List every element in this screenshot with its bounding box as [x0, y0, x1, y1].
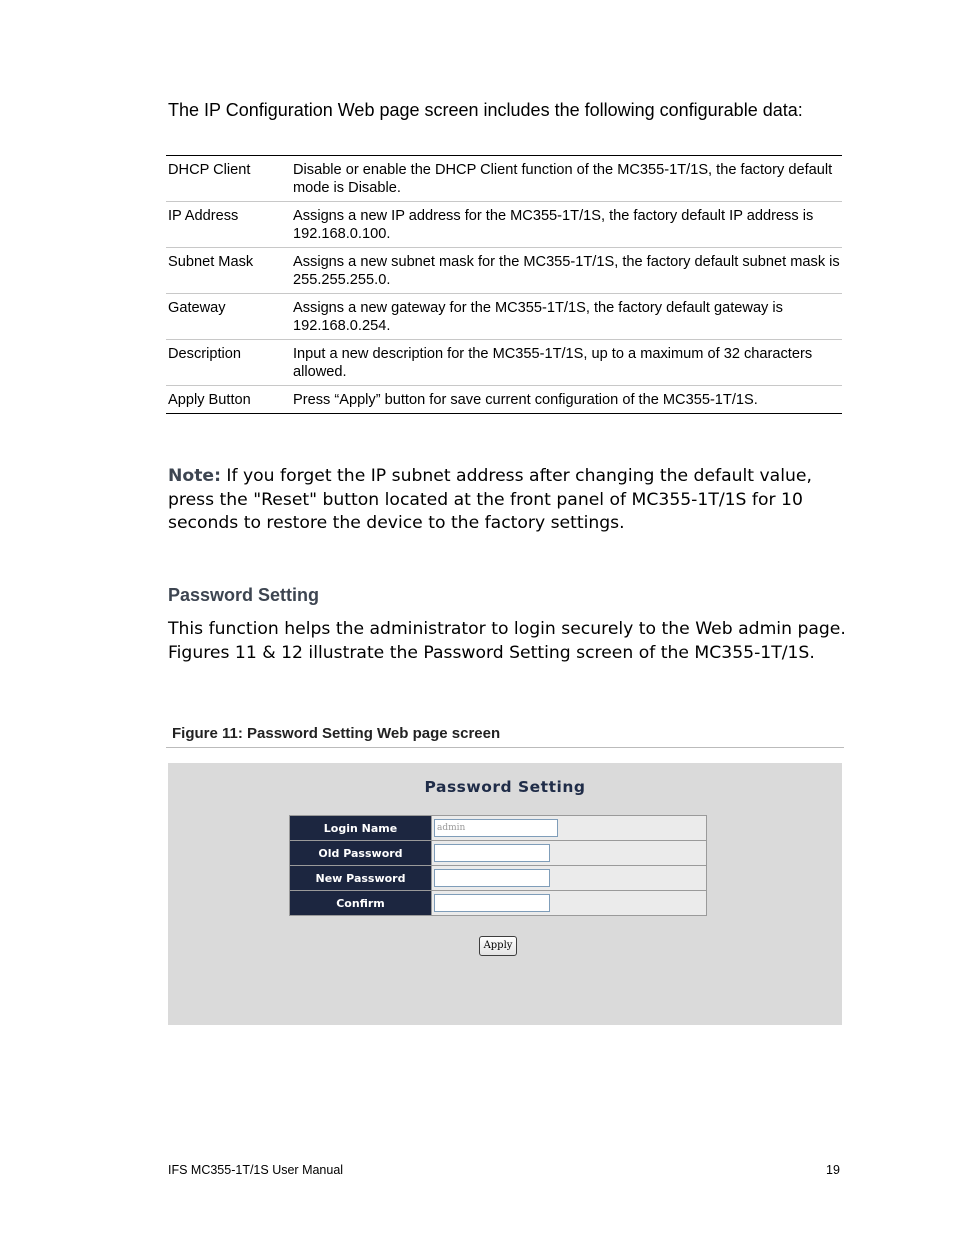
page-number: 19 [826, 1163, 840, 1177]
param-term: IP Address [166, 202, 291, 248]
password-form [289, 815, 707, 916]
form-cell [432, 816, 707, 841]
table-row [166, 202, 842, 248]
table-row [166, 386, 842, 414]
login-name-input[interactable]: admin [434, 819, 558, 837]
form-cell [432, 891, 707, 916]
table-row [166, 294, 842, 340]
param-desc: Disable or enable the DHCP Client function of the MC355-1T/1S, the factory default mode is Disable. [293, 162, 833, 196]
apply-button[interactable]: Apply [479, 936, 517, 956]
form-cell [432, 841, 707, 866]
new-password-label: New Password [290, 866, 432, 891]
table-row [166, 340, 842, 386]
table-row [166, 156, 842, 202]
param-desc: Press “Apply” button for save current configuration of the MC355-1T/1S. [291, 386, 842, 414]
figure-caption: Figure 11: Password Setting Web page screen [172, 725, 501, 742]
parameter-table [166, 155, 842, 414]
note-label: Note: [168, 466, 221, 486]
section-heading: Password Setting [168, 585, 320, 605]
form-row [290, 866, 707, 891]
form-row [290, 891, 707, 916]
old-password-label: Old Password [290, 841, 432, 866]
panel-title: Password Setting [424, 778, 586, 796]
confirm-label: Confirm [290, 891, 432, 916]
param-desc: Input a new description for the MC355-1T/1S, up to a maximum of 32 characters allowed. [291, 340, 842, 386]
note-paragraph [168, 465, 858, 536]
param-term: DHCP Client [168, 162, 251, 178]
confirm-password-input[interactable] [434, 894, 550, 912]
login-name-label: Login Name [290, 816, 432, 841]
param-term: Apply Button [166, 386, 291, 414]
new-password-input[interactable] [434, 869, 550, 887]
param-desc: Assigns a new subnet mask for the MC355-1T/1S, the factory default subnet mask is 255.255.255.0. [291, 248, 842, 294]
caption-divider [166, 747, 844, 748]
param-desc: Assigns a new gateway for the MC355-1T/1S, the factory default gateway is 192.168.0.254. [291, 294, 842, 340]
form-row [290, 816, 707, 841]
footer-manual-title: IFS MC355-1T/1S User Manual [168, 1163, 344, 1177]
table-row [166, 248, 842, 294]
note-text: If you forget the IP subnet address after changing the default value, press the "Reset" button located at the front panel of MC355-1T/1S for 10 seconds to restore the device to the factory settings. [168, 466, 812, 533]
form-cell [432, 866, 707, 891]
param-desc: Assigns a new IP address for the MC355-1T/1S, the factory default IP address is 192.168.0.100. [291, 202, 842, 248]
password-setting-panel [168, 763, 842, 1025]
param-term: Subnet Mask [166, 248, 291, 294]
form-row [290, 841, 707, 866]
param-term: Gateway [166, 294, 291, 340]
section-paragraph: This function helps the administrator to login securely to the Web admin page. Figures 11 & 12 illustrate the Password Setting screen of the MC355-1T/1S. [168, 619, 846, 663]
param-term: Description [166, 340, 291, 386]
old-password-input[interactable] [434, 844, 550, 862]
intro-text: The IP Configuration Web page screen includes the following configurable data: [168, 100, 803, 120]
